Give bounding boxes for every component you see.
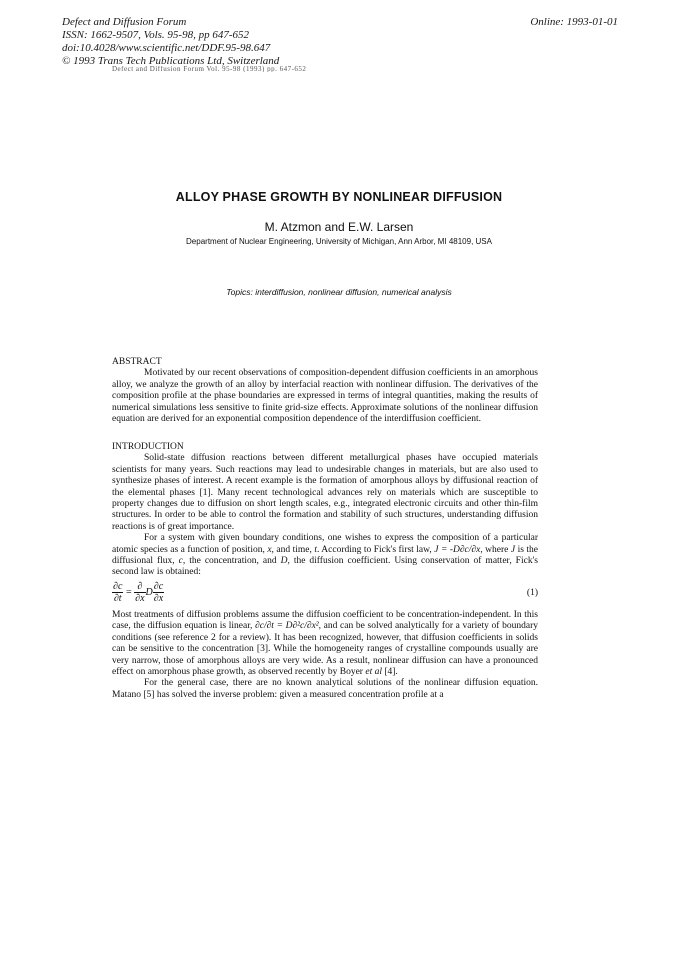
intro-paragraph-3: Most treatments of diffusion problems assume the diffusion coefficient to be concentration-independent. In this case, the diffusion equation is linear, ∂c/∂t = D∂²c/∂x², and can be solved analytically for a variety of boundary conditions (see reference 2 for a review). It has been recognized, however, that diffusion coefficients in solids can be sensitive to the concentration [3]. While the homogeneity ranges of crystalline compounds usually are very narrow, those of amorphous alloys are very wide. As a result, nonlinear diffusion can have a pronounced effect on amorphous phase growth, as observed recently by Boyer et al [4]. [112, 609, 538, 677]
scan-artifact-line: Defect and Diffusion Forum Vol. 95-98 (1993) pp. 647-652 [112, 66, 307, 72]
intro-paragraph-1: Solid-state diffusion reactions between different metallurgical phases have occupied materials scientists for many years. Such reactions may lead to undesirable changes in materials, but are also used to synthesize phases of interest. A recent example is the formation of amorphous alloys by diffusional reaction of the elemental phases [1]. Many recent technological advances rely on materials which are susceptible to property changes due to diffusion on short length scales, e.g., integrated electronic circuits and other thin-film structures. In order to be able to control the formation and stability of such structures, understanding diffusion reactions is of great importance. [112, 453, 538, 532]
introduction-heading: INTRODUCTION [112, 442, 184, 452]
equation-number: (1) [526, 587, 538, 598]
abstract-section [112, 357, 538, 425]
paper-affiliation: Department of Nuclear Engineering, University of Michigan, Ann Arbor, MI 48109, USA [186, 237, 492, 246]
online-date: Online: 1993-01-01 [530, 16, 618, 28]
paper-authors: M. Atzmon and E.W. Larsen [264, 220, 414, 234]
issn-line: ISSN: 1662-9507, Vols. 95-98, pp 647-652 [62, 29, 249, 41]
introduction-section [112, 442, 538, 701]
copyright-line: © 1993 Trans Tech Publications Ltd, Switzerland [62, 55, 280, 67]
abstract-heading: ABSTRACT [112, 357, 162, 367]
flux-equation: J = -D∂c/∂x [434, 544, 481, 555]
doi-line: doi:10.4028/www.scientific.net/DDF.95-98.647 [62, 42, 271, 54]
paper-topics: Topics: interdiffusion, nonlinear diffusion, numerical analysis [226, 287, 452, 297]
journal-name: Defect and Diffusion Forum [62, 16, 187, 28]
abstract-text: Motivated by our recent observations of composition-dependent diffusion coefficients in an amorphous alloy, we analyze the growth of an alloy by interfacial reaction with nonlinear diffusion. The derivatives of the composition profile at the phase boundaries are expressed in terms of integral quantities, making the results of numerical simulations less sensitive to finite grid-size effects. Approximate solutions of the nonlinear diffusion equation are derived for an exponential composition dependence of the interdiffusion coefficient. [112, 368, 538, 425]
journal-header [62, 16, 279, 68]
intro-paragraph-4: For the general case, there are no known analytical solutions of the nonlinear diffusion equation. Matano [5] has solved the inverse problem: given a measured concentration profile at a [112, 678, 538, 700]
intro-paragraph-2: For a system with given boundary conditions, one wishes to express the composition of a particular atomic species as a function of position, x, and time, t. According to Fick's first law, J = -D∂c/∂x, where J is the diffusional flux, c, the concentration, and D, the diffusion coefficient. Using conservation of matter, Fick's second law is obtained: [112, 533, 538, 578]
fick-second-law: $\frac{\partial c}{\partial t}$ = $\frac{\partial}{\partial x}$ D $\frac{\partial c}{\partial x}$ [113, 580, 164, 604]
linear-diffusion-equation: ∂c/∂t = D∂²c/∂x² [255, 621, 319, 632]
equation-1 [112, 581, 538, 609]
paper-title: ALLOY PHASE GROWTH BY NONLINEAR DIFFUSION [175, 190, 503, 204]
